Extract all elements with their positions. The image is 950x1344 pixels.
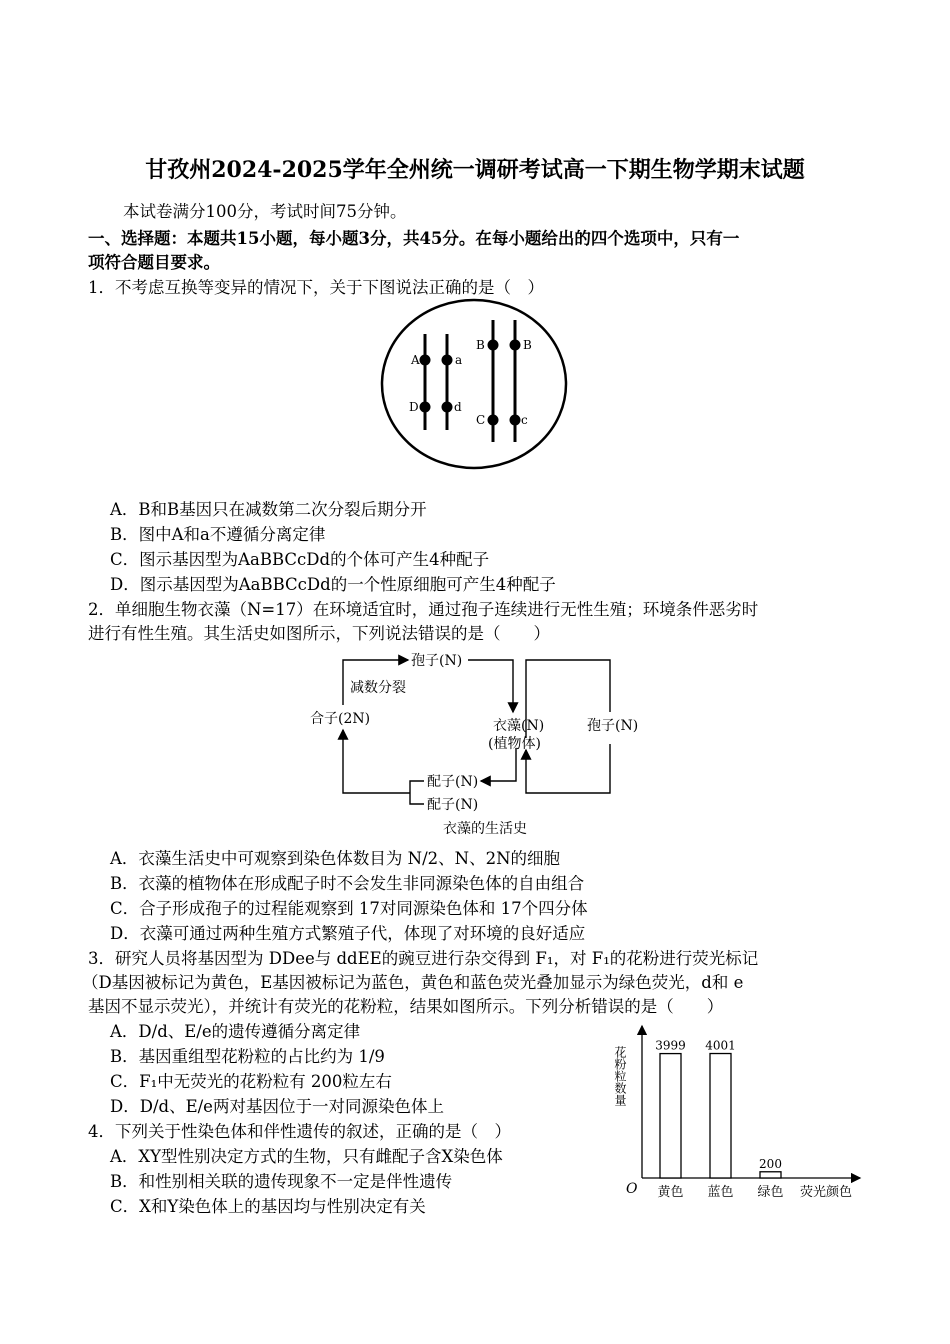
exam-intro: 本试卷满分100分，考试时间75分钟。 (123, 202, 407, 221)
q2-life-cycle-figure (300, 648, 650, 838)
gene-label-d: d (454, 400, 462, 414)
gene-locus (510, 340, 521, 351)
zygote-label: 合子(2N) (310, 711, 371, 727)
bar-value-label: 4001 (705, 1038, 736, 1053)
gene-label-B-left: B (476, 338, 485, 352)
gamete-label-2: 配子(N) (427, 797, 479, 813)
bar-value-label: 200 (759, 1156, 782, 1171)
q3-option-d: D．D/d、E/e两对基因位于一对同源染色体上 (110, 1097, 444, 1116)
gene-label-D: D (409, 400, 419, 414)
cell-outline (382, 300, 566, 468)
q3-option-b: B．基因重组型花粉粒的占比约为 1/9 (110, 1047, 385, 1066)
gene-label-C: C (476, 413, 486, 427)
q1-chromosome-figure (380, 300, 570, 470)
q2-option-b: B．衣藻的植物体在形成配子时不会发生非同源染色体的自由组合 (110, 874, 585, 893)
axis-origin: O (626, 1181, 638, 1197)
gene-locus (488, 415, 499, 426)
section-heading-line1: 一、选择题：本题共15小题，每小题3分，共45分。在每小题给出的四个选项中，只有一 (88, 229, 740, 248)
gene-locus (420, 402, 431, 413)
pollen-fluorescence-chart (610, 1018, 870, 1208)
q2-stem-line1: 2．单细胞生物衣藻（N=17）在环境适宜时，通过孢子连续进行无性生殖；环境条件恶劣时 (88, 600, 759, 619)
category-label: 绿色 (757, 1185, 784, 1200)
page-title: 甘孜州2024-2025学年全州统一调研考试高一下期生物学期末试题 (145, 157, 805, 183)
gene-locus (442, 355, 453, 366)
q2-option-d: D．衣藻可通过两种生殖方式繁殖子代，体现了对环境的良好适应 (110, 924, 586, 943)
gene-label-c: c (521, 413, 528, 427)
q1-option-c: C．图示基因型为AaBBCcDd的个体可产生4种配子 (110, 550, 490, 569)
y-axis-label: 花粉粒数量 (613, 1046, 627, 1106)
q1-option-b: B．图中A和a不遵循分离定律 (110, 525, 326, 544)
x-axis-label: 荧光颜色 (800, 1185, 853, 1200)
plant-body-label: (植物体) (488, 736, 541, 752)
q1-option-a: A．B和B基因只在减数第二次分裂后期分开 (110, 500, 427, 519)
figure-caption: 衣藻的生活史 (443, 821, 527, 837)
q3-stem-line2: （D基因被标记为黄色，E基因被标记为蓝色，黄色和蓝色荧光叠加显示为绿色荧光，d和 e (82, 973, 744, 992)
gene-label-a: a (455, 353, 463, 367)
bar-2 (760, 1172, 781, 1178)
q4-option-a: A．XY型性别决定方式的生物，只有雌配子含X染色体 (110, 1147, 503, 1166)
q2-stem-line2: 进行有性生殖。其生活史如图所示，下列说法错误的是（ ） (88, 624, 550, 643)
gene-label-B-right: B (523, 338, 532, 352)
q4-option-b: B．和性别相关联的遗传现象不一定是伴性遗传 (110, 1172, 453, 1191)
q1-option-d: D．图示基因型为AaBBCcDd的一个性原细胞可产生4种配子 (110, 575, 556, 594)
q3-option-a: A．D/d、E/e的遗传遵循分离定律 (110, 1022, 361, 1041)
gene-locus (488, 340, 499, 351)
arrow-gametes-to-zygote (343, 730, 410, 793)
bar-1 (710, 1054, 731, 1178)
q1-stem: 1．不考虑互换等变异的情况下，关于下图说法正确的是（ ） (88, 278, 544, 297)
gene-locus (442, 402, 453, 413)
category-label: 蓝色 (707, 1185, 734, 1200)
gene-label-A: A (411, 353, 420, 367)
bar-0 (660, 1054, 681, 1178)
bar-value-label: 3999 (655, 1038, 686, 1053)
q4-option-c: C．X和Y染色体上的基因均与性别决定有关 (110, 1197, 426, 1216)
q3-stem-line1: 3．研究人员将基因型为 DDee与 ddEE的豌豆进行杂交得到 F₁，对 F₁的花粉进行荧光标记 (88, 949, 759, 968)
section-heading-line2: 项符合题目要求。 (88, 253, 220, 272)
q3-stem-line3: 基因不显示荧光），并统计有荧光的花粉粒，结果如图所示。下列分析错误的是（ ） (88, 997, 724, 1016)
gene-locus (510, 415, 521, 426)
spore-top-label: 孢子(N) (411, 653, 463, 669)
q2-option-a: A．衣藻生活史中可观察到染色体数目为 N/2、N、2N的细胞 (110, 849, 561, 868)
spore-right-label: 孢子(N) (587, 718, 639, 734)
gamete-bracket (410, 781, 424, 804)
q2-option-c: C．合子形成孢子的过程能观察到 17对同源染色体和 17个四分体 (110, 899, 588, 918)
q4-stem: 4．下列关于性染色体和伴性遗传的叙述，正确的是（ ） (88, 1122, 511, 1141)
algae-label: 衣藻(N) (493, 718, 545, 734)
gene-locus (420, 355, 431, 366)
q3-option-c: C．F₁中无荧光的花粉粒有 200粒左右 (110, 1072, 392, 1091)
category-label: 黄色 (657, 1185, 684, 1200)
gamete-label-1: 配子(N) (427, 774, 479, 790)
arrow-spore-to-algae (468, 660, 513, 712)
meiosis-label: 减数分裂 (350, 680, 406, 696)
arrow-algae-to-gametes (481, 748, 516, 781)
